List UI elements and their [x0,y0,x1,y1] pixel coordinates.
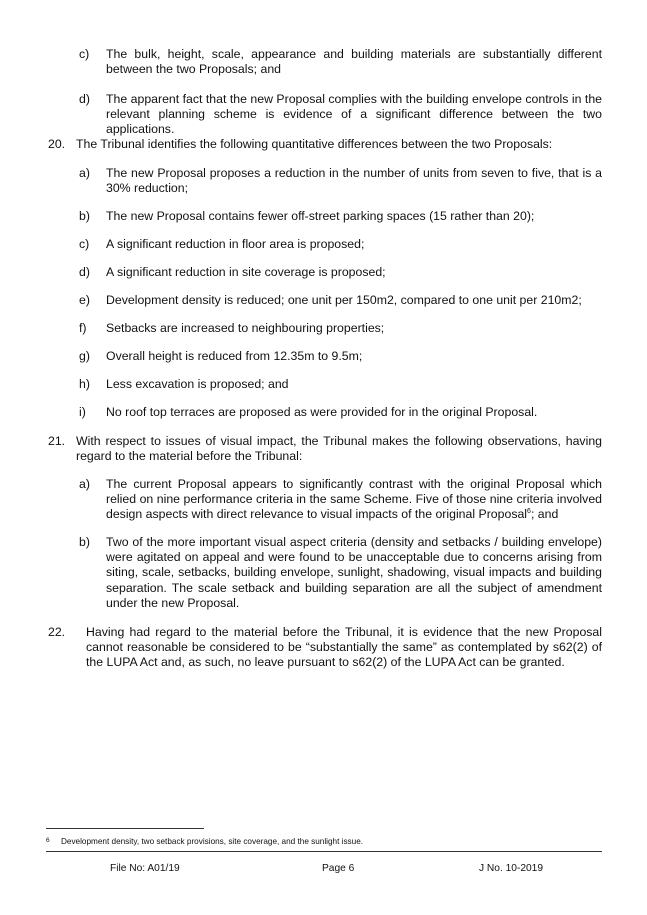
paragraph-text: The Tribunal identifies the following quantitative differences between the two Proposals: [76,137,553,151]
list-item-text [106,477,602,523]
list-item-text: The new Proposal proposes a reduction in the number of units from seven to five, that is a 30% reduction; [106,166,602,196]
list-item-number: b) [79,209,90,223]
paragraph-number: 22. [48,625,66,639]
paragraph-number: 20. [48,137,66,151]
list-item-text: Development density is reduced; one unit per 150m2, compared to one unit per 210m2; [106,293,582,307]
list-item-number: a) [79,166,90,180]
footer-divider [46,851,602,852]
list-item-number: c) [79,237,90,251]
list-item-number: i) [79,405,86,419]
list-item-text: Two of the more important visual aspect criteria (density and setbacks / building envelope) were agitated on appeal and were found to be unacceptable due to concerns arising from siting, scale, setbacks, building envelope, sunlight, shadowing, visual impacts and building separation. The scale setback and building separation are all the subject of amendment under the new Proposal. [106,535,602,610]
list-item-number: a) [79,477,90,491]
list-item-number: e) [79,293,90,307]
list-item-text: Overall height is reduced from 12.35m to 9.5m; [106,349,363,363]
list-item-number: b) [79,535,90,549]
footer-page-number: Page 6 [322,863,355,874]
list-item-text: A significant reduction in site coverage is proposed; [106,265,386,279]
list-item-tail: ; and [530,507,559,522]
footnote-divider [46,828,204,829]
list-item-number: d) [79,265,90,279]
list-item-number: d) [79,92,90,106]
footnote-text: Development density, two setback provisions, site coverage, and the sunlight issue. [61,837,364,846]
paragraph-text: With respect to issues of visual impact, the Tribunal makes the following observations, having regard to the material before the Tribunal: [76,434,602,464]
paragraph-text: Having had regard to the material before the Tribunal, it is evidence that the new Proposal cannot reasonable be considered to be “substantially the same” as contemplated by s62(2) of the LUPA Act and, as such, no leave pursuant to s62(2) of the LUPA Act can be granted. [86,625,602,670]
footnote-number: 6 [46,837,50,844]
list-item-text: Setbacks are increased to neighbouring properties; [106,321,385,335]
list-item-body: The current Proposal appears to significantly contrast with the original Proposal which relied on nine performance criteria in the same Scheme. Five of those nine criteria involved design aspects with direct relevance to visual impacts of the original Proposal [106,477,602,522]
list-item-text: Less excavation is proposed; and [106,377,289,391]
list-item-text: No roof top terraces are proposed as were provided for in the original Proposal. [106,405,538,419]
list-item-text: The new Proposal contains fewer off-street parking spaces (15 rather than 20); [106,209,535,223]
list-item-text: The apparent fact that the new Proposal complies with the building envelope controls in the relevant planning scheme is evidence of a significant difference between the two applications. [106,92,602,137]
list-item-number: h) [79,377,90,391]
list-item-text: A significant reduction in floor area is proposed; [106,237,365,251]
paragraph-number: 21. [48,434,66,448]
list-item-number: g) [79,349,90,363]
list-item-number: c) [79,47,90,61]
footnote-marker: 6 [527,508,531,516]
list-item-number: f) [79,321,87,335]
footer-file-number: File No: A01/19 [110,863,180,874]
list-item-text: The bulk, height, scale, appearance and building materials are substantially different between the two Proposals; and [106,47,602,77]
footer-judgment-number: J No. 10-2019 [479,863,543,874]
